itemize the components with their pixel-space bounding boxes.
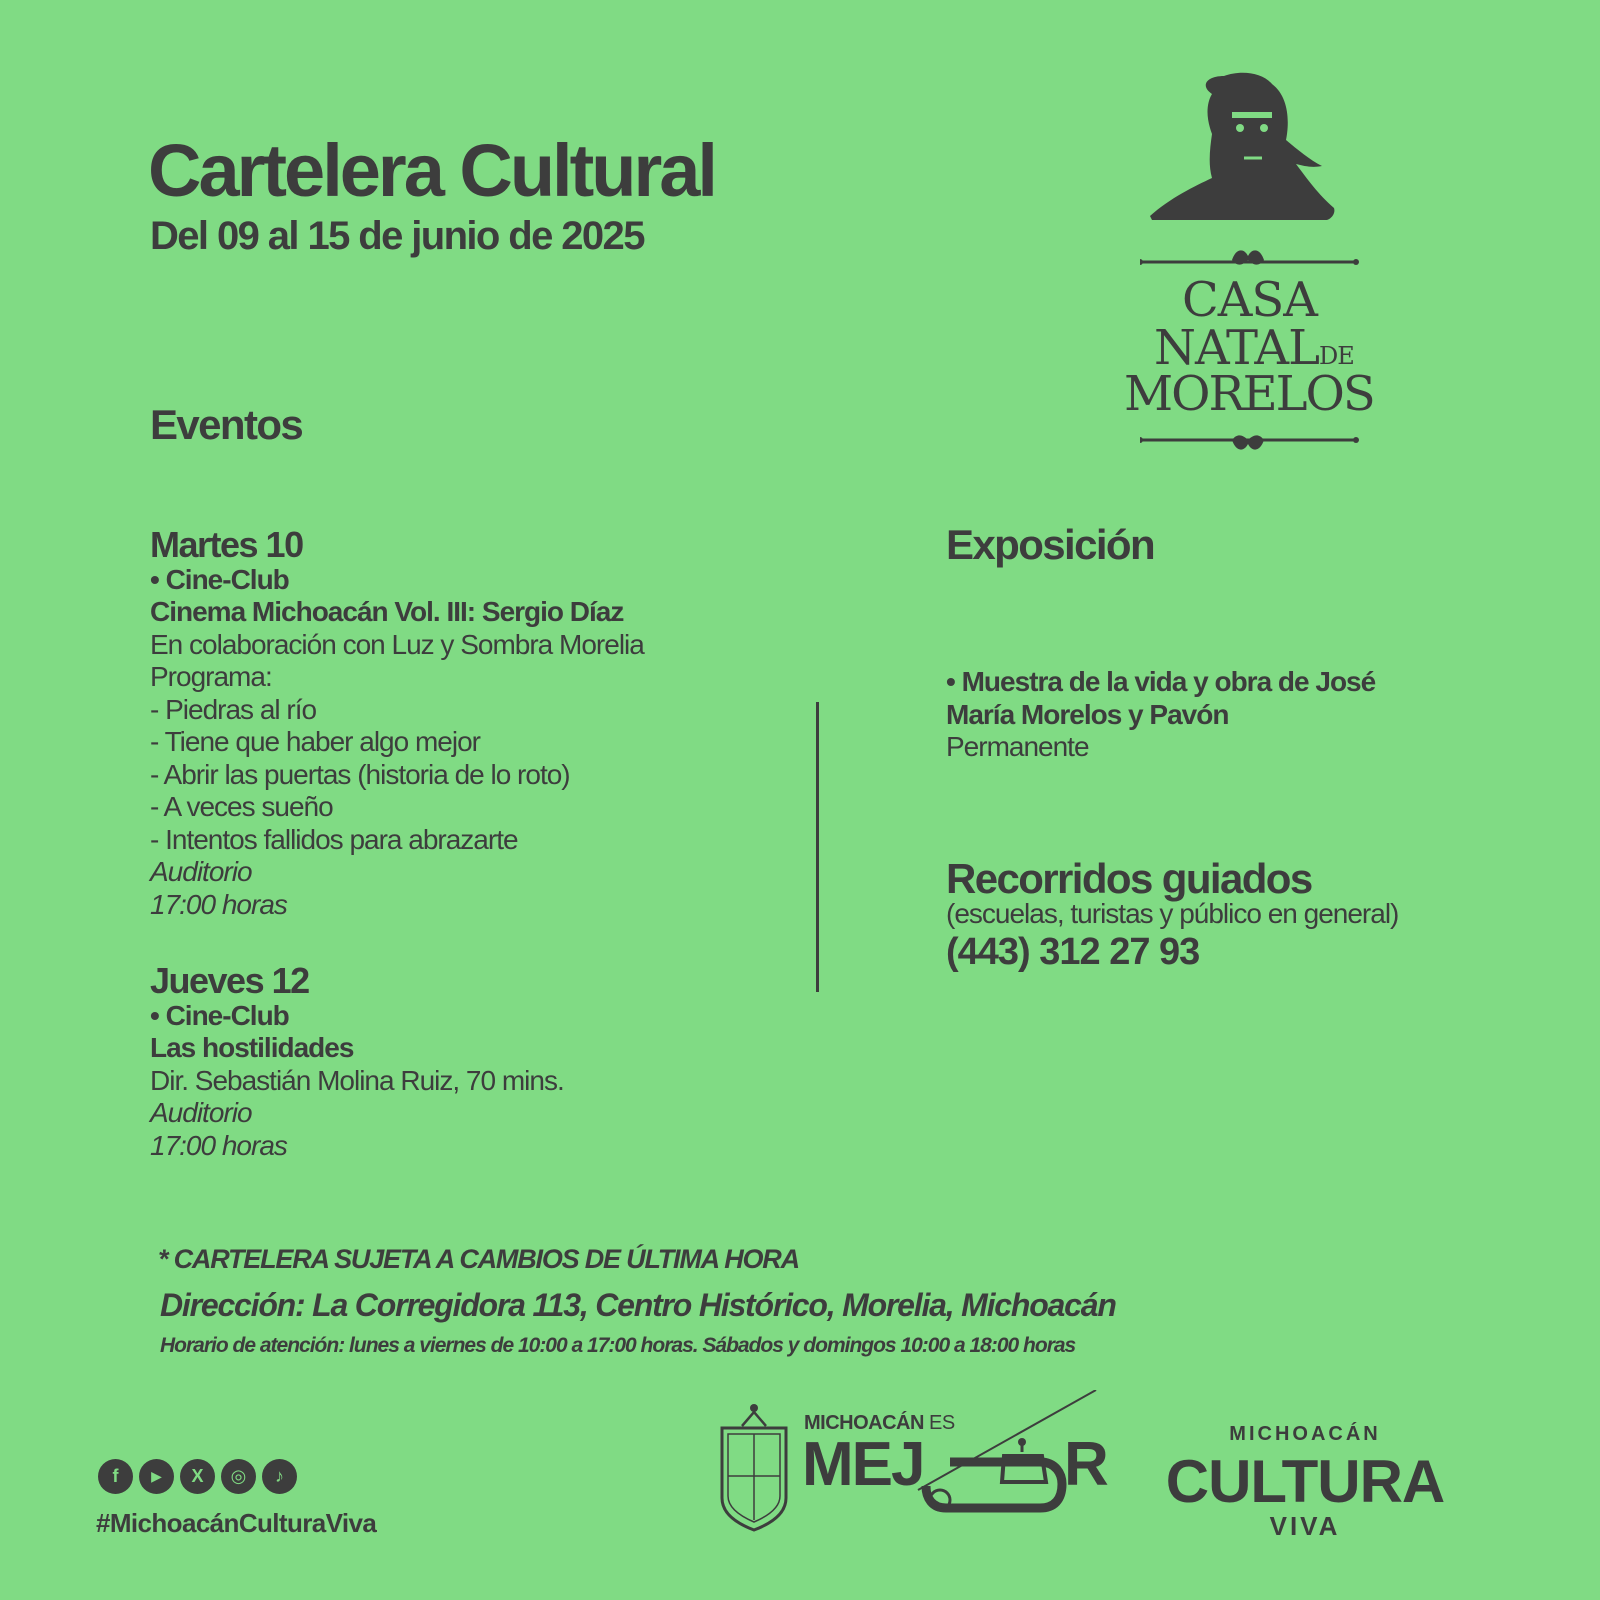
event-title: Cinema Michoacán Vol. III: Sergio Díaz (150, 596, 624, 628)
program-item: - Tiene que haber algo mejor (150, 726, 480, 758)
casa-natal-logo (1124, 68, 1390, 468)
exhibition-item (946, 666, 1375, 764)
youtube-icon[interactable]: ▶ (139, 1459, 174, 1494)
logo-line-natal: NATALDE (1154, 320, 1354, 376)
exhibition-heading: Exposición (946, 521, 1155, 568)
tours-audience: (escuelas, turistas y público en general) (946, 898, 1399, 929)
event-martes (150, 526, 644, 921)
cultura-bottom-text: VIVA (1269, 1511, 1341, 1541)
event-details: Dir. Sebastián Molina Ruiz, 70 mins. (150, 1064, 564, 1096)
event-day: Martes 10 (150, 524, 303, 565)
event-time: 17:00 horas (150, 888, 287, 920)
social-links (98, 1459, 297, 1494)
x-icon[interactable]: X (180, 1459, 215, 1494)
event-day: Jueves 12 (150, 960, 309, 1001)
column-divider (816, 702, 819, 992)
event-venue: Auditorio (150, 1097, 252, 1129)
event-jueves (150, 962, 564, 1162)
exhibition-title: María Morelos y Pavón (946, 698, 1229, 730)
hashtag: #MichoacánCulturaViva (96, 1508, 377, 1538)
facebook-icon[interactable]: f (98, 1459, 133, 1494)
events-heading: Eventos (150, 401, 303, 448)
event-venue: Auditorio (150, 856, 252, 888)
tours-heading: Recorridos guiados (946, 855, 1312, 902)
tours-phone: (443) 312 27 93 (946, 931, 1200, 973)
opening-hours: Horario de atención: lunes a viernes de 10:00 a 17:00 horas. Sábados y domingos 10:00 a 18:00 horas (160, 1334, 1076, 1357)
logo-line-casa: CASA (1182, 272, 1317, 328)
instagram-icon[interactable]: ◎ (221, 1459, 256, 1494)
event-title: Las hostilidades (150, 1032, 354, 1064)
program-label: Programa: (150, 661, 272, 693)
exhibition-status: Permanente (946, 731, 1089, 762)
schedule-notice: * CARTELERA SUJETA A CAMBIOS DE ÚLTIMA HORA (158, 1244, 799, 1274)
program-item: - Piedras al río (150, 693, 317, 725)
event-collab: En colaboración con Luz y Sombra Morelia (150, 628, 644, 660)
event-type: • Cine-Club (150, 563, 289, 595)
mejor-top-text: MICHOACÁN ES (804, 1412, 955, 1434)
cultura-top-text: MICHOACÁN (1229, 1423, 1381, 1445)
cultura-viva-logo (1140, 1424, 1470, 1554)
program-item: - Intentos fallidos para abrazarte (150, 823, 518, 855)
tiktok-icon[interactable]: ♪ (262, 1459, 297, 1494)
program-item: - Abrir las puertas (historia de lo roto) (150, 758, 570, 790)
michoacan-es-mejor-logo (718, 1390, 1109, 1540)
address: Dirección: La Corregidora 113, Centro Histórico, Morelia, Michoacán (160, 1287, 1116, 1323)
mejor-end: R (1064, 1430, 1109, 1499)
cultura-word: CULTURA (1165, 1448, 1445, 1515)
event-time: 17:00 horas (150, 1129, 287, 1161)
date-range: Del 09 al 15 de junio de 2025 (150, 214, 644, 258)
program-item: - A veces sueño (150, 791, 333, 823)
page-title: Cartelera Cultural (148, 129, 715, 212)
logo-line-morelos: MORELOS (1124, 366, 1374, 422)
exhibition-title: • Muestra de la vida y obra de José (946, 666, 1376, 697)
event-type: • Cine-Club (150, 999, 289, 1031)
mejor-word: MEJ (802, 1430, 924, 1499)
